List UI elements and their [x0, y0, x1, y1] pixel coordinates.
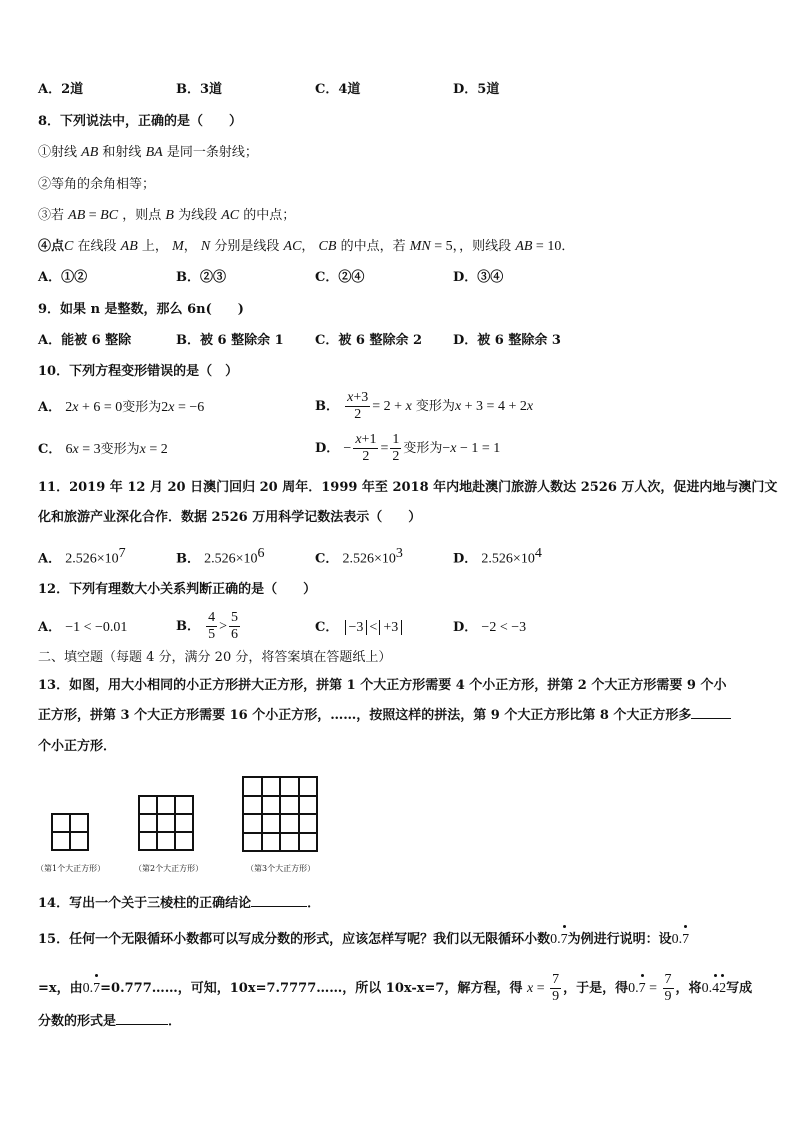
- q9-stem: 9．如果 n 是整数，那么 6n( ): [38, 302, 244, 317]
- q7-option-a: A．2道: [38, 82, 84, 97]
- q10-option-c: C． 6x = 3变形为x = 2: [38, 442, 168, 457]
- figure-2-caption: （第2个大正方形）: [134, 864, 204, 873]
- q13-stem-line1: 13．如图，用大小相同的小正方形拼大正方形，拼第 1 个大正方形需要 4 个小正方形，拼第 2 个大正方形需要 9 个小: [38, 678, 727, 693]
- q10-option-b: B． $\frac{x+3}{2}$ = 2 + x 变形为x + 3 = 4 + 2x: [315, 390, 534, 422]
- q11-stem-line2: 化和旅游产业深化合作．数据 2526 万用科学记数法表示（ ）: [38, 510, 422, 525]
- q10-option-d: D． − $\frac{x+1}{2}$ = $\frac{1}{2}$ 变形为−x − 1 = 1: [315, 432, 501, 464]
- q7-option-c: C．4道: [315, 82, 361, 97]
- square-figure-1: [51, 813, 89, 851]
- q12-option-c: C． −3 < +3: [315, 618, 404, 638]
- q11-option-a: A． $2.526\times 10^7$: [38, 546, 126, 567]
- q9-option-c: C．被 6 整除余 2: [315, 333, 423, 348]
- figure-1-caption: （第1个大正方形）: [36, 864, 106, 873]
- section-fill-in-heading: 二、填空题（每题 4 分，满分 20 分，将答案填在答题纸上）: [38, 650, 392, 665]
- q7-option-b: B．3道: [176, 82, 223, 97]
- q11-option-c: C． $2.526\times 10^3$: [315, 546, 403, 567]
- q12-option-a: A． −1 < −0.01: [38, 620, 128, 635]
- q15-line1: 15．任何一个无限循环小数都可以写成分数的形式，应该怎样写呢？我们以无限循环小数0.7 为例进行说明：设0.7: [38, 930, 689, 950]
- q8-stem: 8．下列说法中，正确的是（ ）: [38, 114, 243, 129]
- square-figure-2: [138, 795, 194, 851]
- q11-option-d: D． $2.526\times 10^4$: [453, 546, 542, 567]
- q12-stem: 12．下列有理数大小关系判断正确的是（ ）: [38, 582, 317, 597]
- q14-stem: 14．写出一个关于三棱柱的正确结论 ．: [38, 896, 321, 911]
- q8-option-a: A．①②: [38, 270, 88, 285]
- q8-option-d: D．③④: [453, 270, 504, 285]
- q15-line3: 分数的形式是 ．: [38, 1014, 182, 1029]
- q13-stem-line2: 正方形，拼第 3 个大正方形需要 16 个小正方形，……，按照这样的拼法，第 9 个大正方形比第 8 个大正方形多: [38, 706, 731, 726]
- figure-3-caption: （第3个大正方形）: [246, 864, 316, 873]
- q8-statement-3: ③若 AB = BC ，则点 B 为线段 AC 的中点；: [38, 208, 296, 223]
- q8-statement-2: ②等角的余角相等；: [38, 177, 156, 192]
- q8-statement-1: ①射线 AB 和射线 BA 是同一条射线；: [38, 145, 258, 160]
- q10-option-a: A． 2x + 6 = 0变形为2x = −6: [38, 400, 205, 415]
- q9-option-a: A．能被 6 整除: [38, 333, 132, 348]
- q10-stem: 10．下列方程变形错误的是（ ）: [38, 364, 239, 379]
- q7-option-d: D．5道: [453, 82, 500, 97]
- q8-option-b: B．②③: [176, 270, 226, 285]
- q8-statement-4: ④点C 在线段 AB 上， M， N 分别是线段 AC， CB 的中点，若 MN = 5，，则线段 AB = 10．: [38, 239, 575, 254]
- q11-option-b: B． $2.526\times 10^6$: [176, 546, 265, 567]
- q12-option-d: D． −2 < −3: [453, 620, 527, 635]
- square-figure-3: [242, 776, 318, 852]
- q9-option-b: B．被 6 整除余 1: [176, 333, 284, 348]
- q13-stem-line3: 个小正方形．: [38, 739, 117, 754]
- q15-line2: =x，由0.7 =0.777……，可知，10x=7.7777……，所以 10x-x=7，解方程，得 x = $\frac{7}{9}$ ，于是，得0.7 = $\frac{7}{9}$ ，将0.4 2 写成: [38, 972, 753, 1004]
- q11-stem-line1: 11．2019 年 12 月 20 日澳门回归 20 周年．1999 年至 2018 年内地赴澳门旅游人数达 2526 万人次，促进内地与澳门文: [38, 480, 778, 495]
- q9-option-d: D．被 6 整除余 3: [453, 333, 561, 348]
- q12-option-b: B． $\frac{4}{5}$ > $\frac{5}{6}$: [176, 610, 239, 642]
- q8-option-c: C．②④: [315, 270, 365, 285]
